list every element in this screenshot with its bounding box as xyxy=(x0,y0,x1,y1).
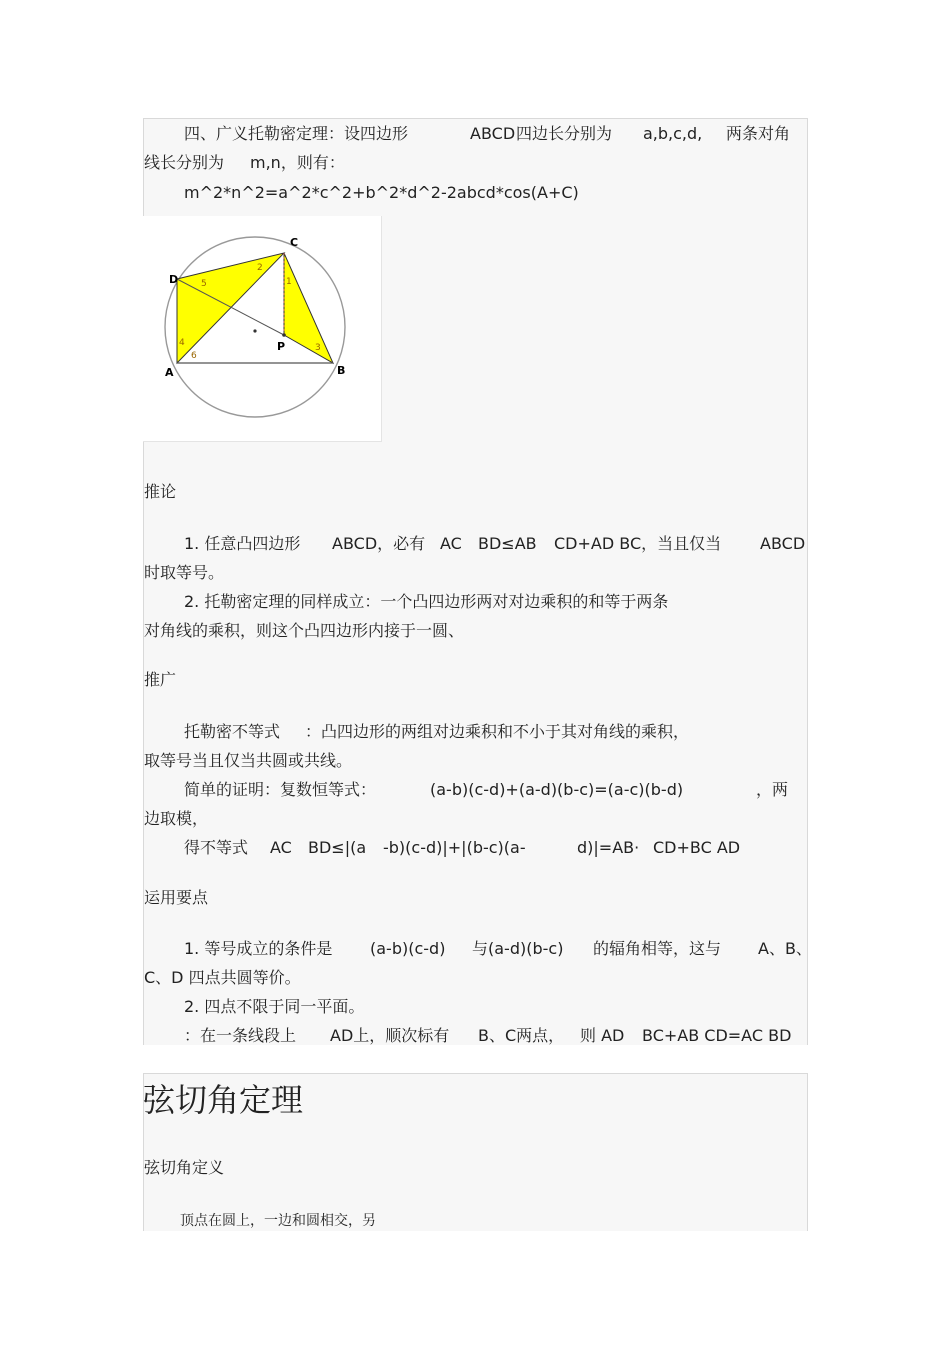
extension-text: 边取模， xyxy=(144,809,209,828)
usage-text: AD上，顺次标有 xyxy=(330,1026,450,1045)
heading-extension: 推广 xyxy=(144,670,177,689)
heading-corollary: 推论 xyxy=(144,482,177,501)
angle-label-2: 2 xyxy=(257,263,263,273)
extension-text: AC xyxy=(270,838,292,857)
center-dot xyxy=(253,329,256,332)
label-p: P xyxy=(277,340,286,353)
section-title: 弦切角定理 xyxy=(143,1081,304,1119)
triangle-cpb xyxy=(284,253,333,363)
extension-text: ：凸四边形的两组对边乘积和不小于其对角线的乘积， xyxy=(305,722,690,741)
ptolemy-diagram xyxy=(143,216,381,441)
corollary-text: ABCD，必有 xyxy=(332,534,426,553)
angle-label-6: 6 xyxy=(191,351,197,361)
usage-text: C、D 四点共圆等价。 xyxy=(144,968,301,987)
corollary-text: 1. 任意凸四边形 xyxy=(184,534,301,553)
angle-label-1: 1 xyxy=(286,277,292,287)
theorem-text: 四、广义托勒密定理：设四边形 xyxy=(184,124,409,143)
corollary-text: 2. 托勒密定理的同样成立：一个凸四边形两对对边乘积的和等于两条 xyxy=(184,592,669,611)
corollary-text: BD≤AB xyxy=(478,534,537,553)
point-p-dot xyxy=(282,333,286,337)
usage-text: 与(a-d)(b-c) xyxy=(472,939,564,958)
extension-text: 简单的证明：复数恒等式： xyxy=(184,780,377,799)
extension-text: -b)(c-d)|+|(b-c)(a- xyxy=(383,838,526,857)
corollary-text: 对角线的乘积，则这个凸四边形内接于一圆、 xyxy=(144,621,465,640)
usage-text: 2. 四点不限于同一平面。 xyxy=(184,997,365,1016)
label-c: C xyxy=(290,236,299,249)
corollary-text: ABCD xyxy=(760,534,806,553)
theorem-text: m,n，则有： xyxy=(250,153,345,172)
ptolemy-figure xyxy=(143,216,382,442)
extension-text: CD+BC AD xyxy=(653,838,741,857)
label-b: B xyxy=(337,364,346,377)
label-a: A xyxy=(165,366,174,379)
theorem-text: 线长分别为 xyxy=(144,153,225,172)
extension-text: BD≤|(a xyxy=(308,838,367,857)
extension-text: ，两 xyxy=(756,780,789,799)
label-d: D xyxy=(169,273,179,286)
theorem-text: ABCD xyxy=(470,124,516,143)
corollary-text: 时取等号。 xyxy=(144,563,225,582)
extension-text: (a-b)(c-d)+(a-d)(b-c)=(a-c)(b-d) xyxy=(430,780,684,799)
extension-text: 得不等式 xyxy=(184,838,249,857)
corollary-text: AC xyxy=(440,534,462,553)
theorem-text: a,b,c,d, xyxy=(643,124,703,143)
usage-text: A、B、 xyxy=(758,939,812,958)
corollary-text: CD+AD BC，当且仅当 xyxy=(554,534,722,553)
usage-text: 1. 等号成立的条件是 xyxy=(184,939,333,958)
usage-text: (a-b)(c-d) xyxy=(370,939,446,958)
theorem-formula: m^2*n^2=a^2*c^2+b^2*d^2-2abcd*cos(A+C) xyxy=(184,183,579,202)
angle-label-4: 4 xyxy=(179,338,185,348)
usage-text: BC+AB CD=AC BD xyxy=(642,1026,792,1045)
usage-text: B、C两点， xyxy=(478,1026,565,1045)
angle-label-5: 5 xyxy=(201,279,207,289)
extension-text: 托勒密不等式 xyxy=(184,722,281,741)
usage-text: 则 AD xyxy=(580,1026,625,1045)
extension-text: d)|=AB· xyxy=(577,838,640,857)
subheading-definition: 弦切角定义 xyxy=(144,1158,225,1177)
usage-text: 的辐角相等，这与 xyxy=(593,939,722,958)
angle-label-3: 3 xyxy=(315,343,321,353)
triangle-dca xyxy=(177,253,284,363)
extension-text: 取等号当且仅当共圆或共线。 xyxy=(144,751,353,770)
usage-text: ：在一条线段上 xyxy=(184,1026,297,1045)
heading-usage: 运用要点 xyxy=(144,888,209,907)
theorem-text: 四边长分别为 xyxy=(516,124,613,143)
definition-text: 顶点在圆上，一边和圆相交，另 xyxy=(180,1213,376,1229)
theorem-text: 两条对角 xyxy=(726,124,791,143)
